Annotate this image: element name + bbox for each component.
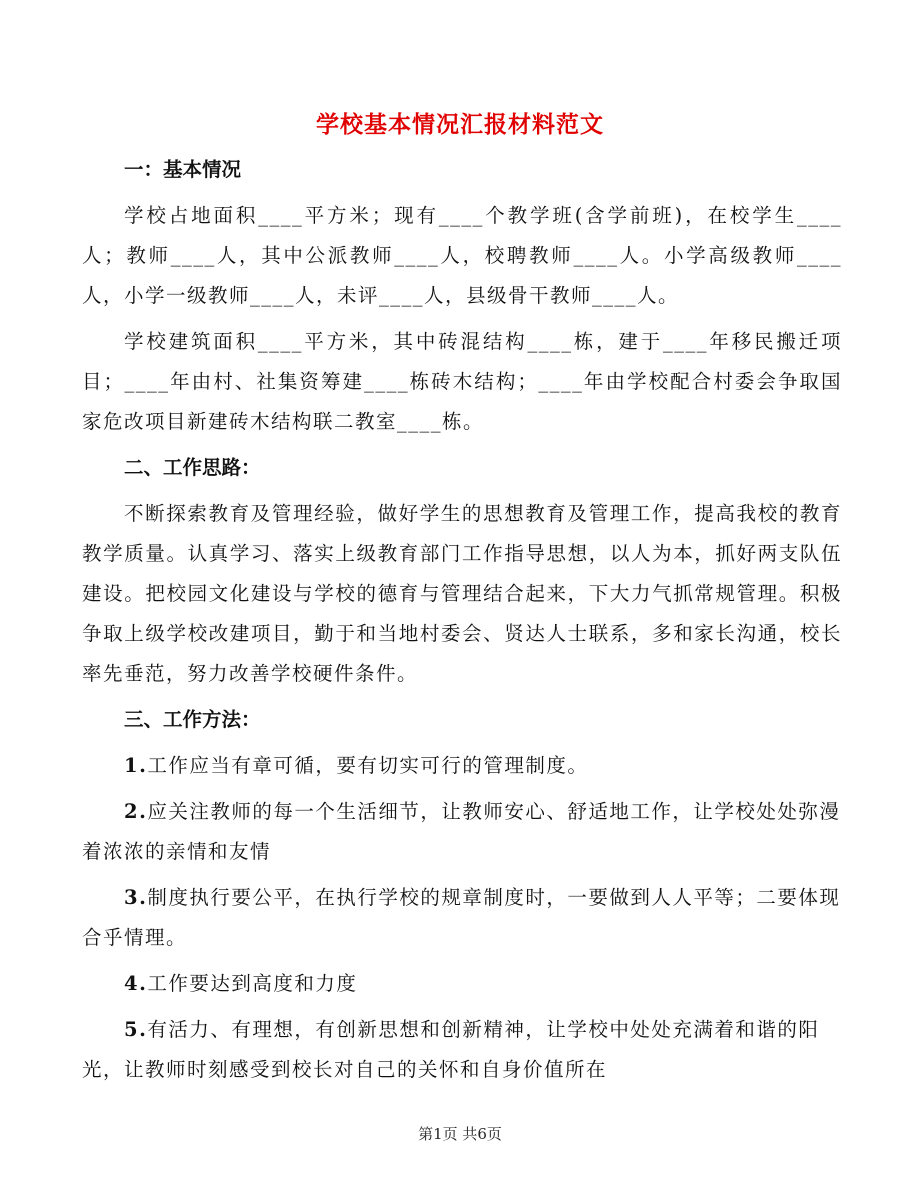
list-item [82, 1010, 842, 1090]
list-item-text: 制度执行要公平，在执行学校的规章制度时，一要做到人人平等；二要体现合乎情理。 [82, 886, 841, 949]
list-item-text: 有活力、有理想，有创新思想和创新精神，让学校中处处充满着和谐的阳光，让教师时刻感受到校长对自己的关怀和自身价值所在 [82, 1018, 820, 1081]
paragraph-basic-info-1: 学校占地面积____平方米；现有____个教学班(含学前班)，在校学生____人；教师____人，其中公派教师____人，校聘教师____人。小学高级教师____人，小学一级教师____人，未评____人，县级骨干教师____人。 [82, 204, 842, 307]
document-body [82, 150, 842, 1096]
list-item [82, 746, 842, 786]
list-item [82, 964, 842, 1004]
paragraph-basic-info-2: 学校建筑面积____平方米，其中砖混结构____栋，建于____年移民搬迁项目；____年由村、社集资筹建____栋砖木结构；____年由学校配合村委会争取国家危改项目新建砖木结构联二教室____栋。 [82, 330, 842, 433]
section-heading-work-methods: 三、工作方法： [124, 708, 261, 731]
list-item-number: 3. [124, 886, 148, 909]
list-item-number: 4. [124, 972, 148, 995]
list-item-text: 应关注教师的每一个生活细节，让教师安心、舒适地工作，让学校处处弥漫着浓浓的亲情和友情 [82, 800, 841, 863]
list-item [82, 792, 842, 872]
list-item-number: 1. [124, 754, 148, 777]
page-footer: 第1页 共6页 [418, 1125, 502, 1143]
paragraph-work-ideas: 不断探索教育及管理经验，做好学生的思想教育及管理工作，提高我校的教育教学质量。认真学习、落实上级教育部门工作指导思想，以人为本，抓好两支队伍建设。把校园文化建设与学校的德育与管理结合起来，下大力气抓常规管理。积极争取上级学校改建项目，勤于和当地村委会、贤达人士联系，多和家长沟通，校长率先垂范，努力改善学校硬件条件。 [82, 502, 842, 685]
document-title: 学校基本情况汇报材料范文 [316, 111, 604, 138]
list-item-text: 工作应当有章可循，要有切实可行的管理制度。 [147, 754, 589, 777]
section-heading-basic-info: 一：基本情况 [124, 158, 242, 181]
list-item-text: 工作要达到高度和力度 [147, 972, 358, 995]
list-item-number: 2. [124, 800, 148, 823]
section-heading-work-ideas: 二、工作思路： [124, 456, 261, 479]
list-item [82, 878, 842, 958]
list-item-number: 5. [124, 1018, 148, 1041]
